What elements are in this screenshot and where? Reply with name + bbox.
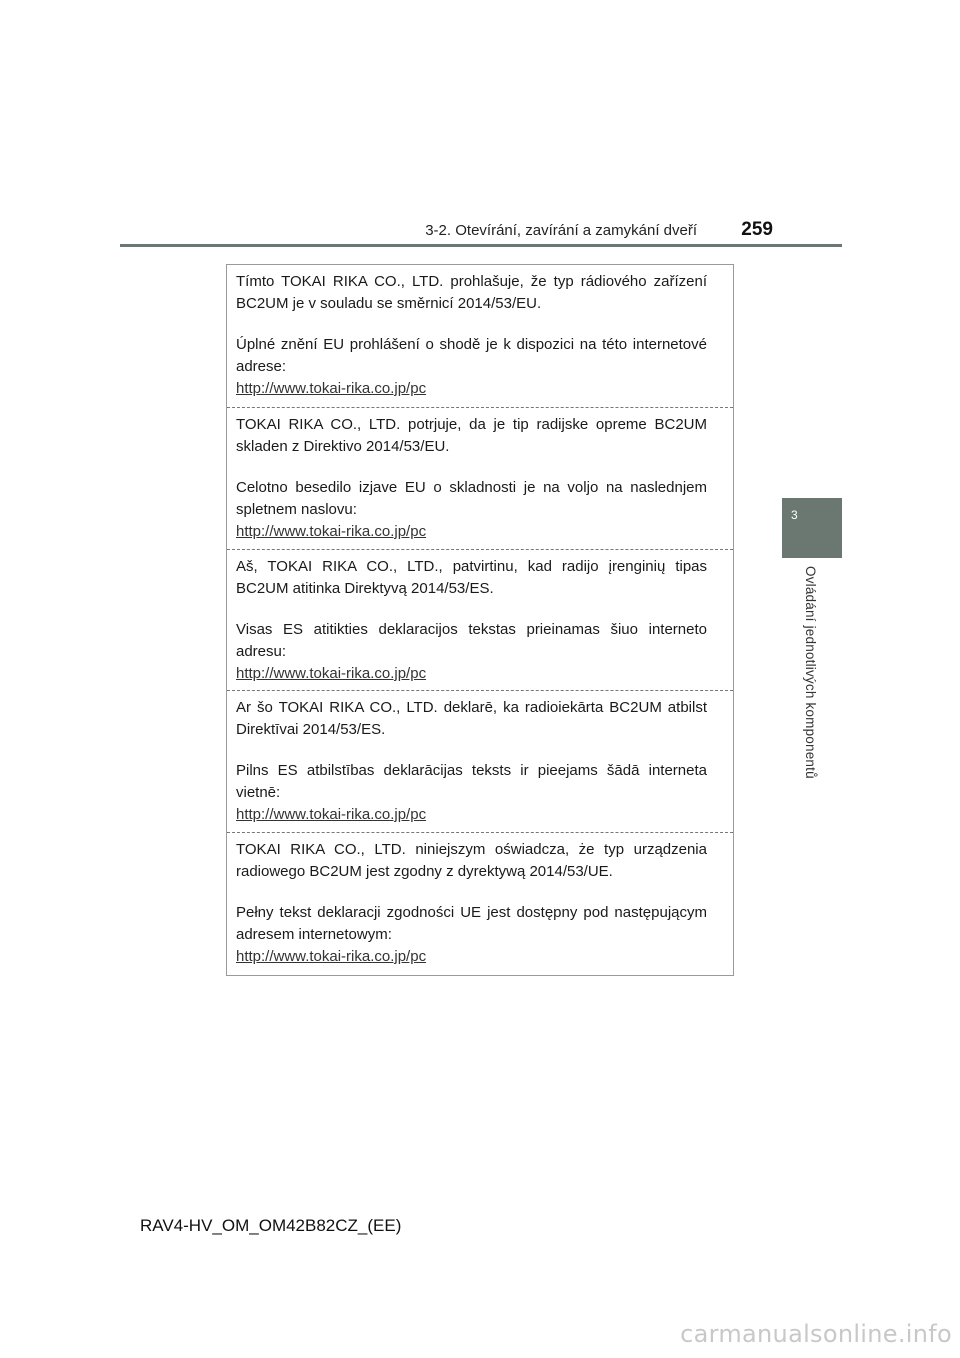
declaration-statement: Ar šo TOKAI RIKA CO., LTD. deklarē, ka radioiekārta BC2UM atbilst Direktīvai 2014/53/ES. [236,699,707,738]
header-divider [120,244,842,247]
declaration-latvian [227,690,733,832]
declaration-statement: Tímto TOKAI RIKA CO., LTD. prohlašuje, že typ rádiového zařízení BC2UM je v souladu se směrnicí 2014/53/EU. [236,273,707,312]
section-title: 3-2. Otevírání, zavírání a zamykání dveří [425,222,697,239]
declaration-statement: Aš, TOKAI RIKA CO., LTD., patvirtinu, kad radijo įrenginių tipas BC2UM atitinka Direktyvą 2014/53/ES. [236,558,707,597]
declaration-link[interactable]: http://www.tokai-rika.co.jp/pc [236,380,427,397]
declaration-slovenian [227,407,733,549]
declaration-statement: TOKAI RIKA CO., LTD. niniejszym oświadcza, że typ urządzenia radiowego BC2UM jest zgodny z dyrektywą 2014/53/UE. [236,841,707,880]
document-code: RAV4-HV_OM_OM42B82CZ_(EE) [140,1216,402,1235]
declaration-availability: Visas ES atitikties deklaracijos tekstas prieinamas šiuo interneto adresu: [236,621,707,660]
declaration-availability: Úplné znění EU prohlášení o shodě je k dispozici na této internetové adrese: [236,336,707,375]
chapter-tab[interactable] [782,498,842,558]
declaration-statement: TOKAI RIKA CO., LTD. potrjuje, da je tip radijske opreme BC2UM skladen z Direktivo 2014/53/EU. [236,416,707,455]
declaration-czech [227,265,733,407]
declaration-link[interactable]: http://www.tokai-rika.co.jp/pc [236,523,427,540]
chapter-side-label [800,566,820,806]
watermark: carmanualsonline.info [680,1320,952,1348]
declaration-availability: Celotno besedilo izjave EU o skladnosti je na voljo na naslednjem spletnem naslovu: [236,479,707,518]
page-header [120,219,840,246]
declaration-link[interactable]: http://www.tokai-rika.co.jp/pc [236,665,427,682]
chapter-number: 3 [791,508,798,522]
declaration-availability: Pełny tekst deklaracji zgodności UE jest dostępny pod następującym adresem internetowym: [236,904,707,943]
declaration-link[interactable]: http://www.tokai-rika.co.jp/pc [236,806,427,823]
declaration-lithuanian [227,549,733,690]
page-number: 259 [741,219,773,240]
declaration-box [226,264,734,976]
chapter-title: Ovládání jednotlivých komponentů [803,566,818,779]
declaration-availability: Pilns ES atbilstības deklarācijas teksts ir pieejams šādā interneta vietnē: [236,762,707,801]
declaration-link[interactable]: http://www.tokai-rika.co.jp/pc [236,948,427,965]
declaration-polish [227,832,733,975]
